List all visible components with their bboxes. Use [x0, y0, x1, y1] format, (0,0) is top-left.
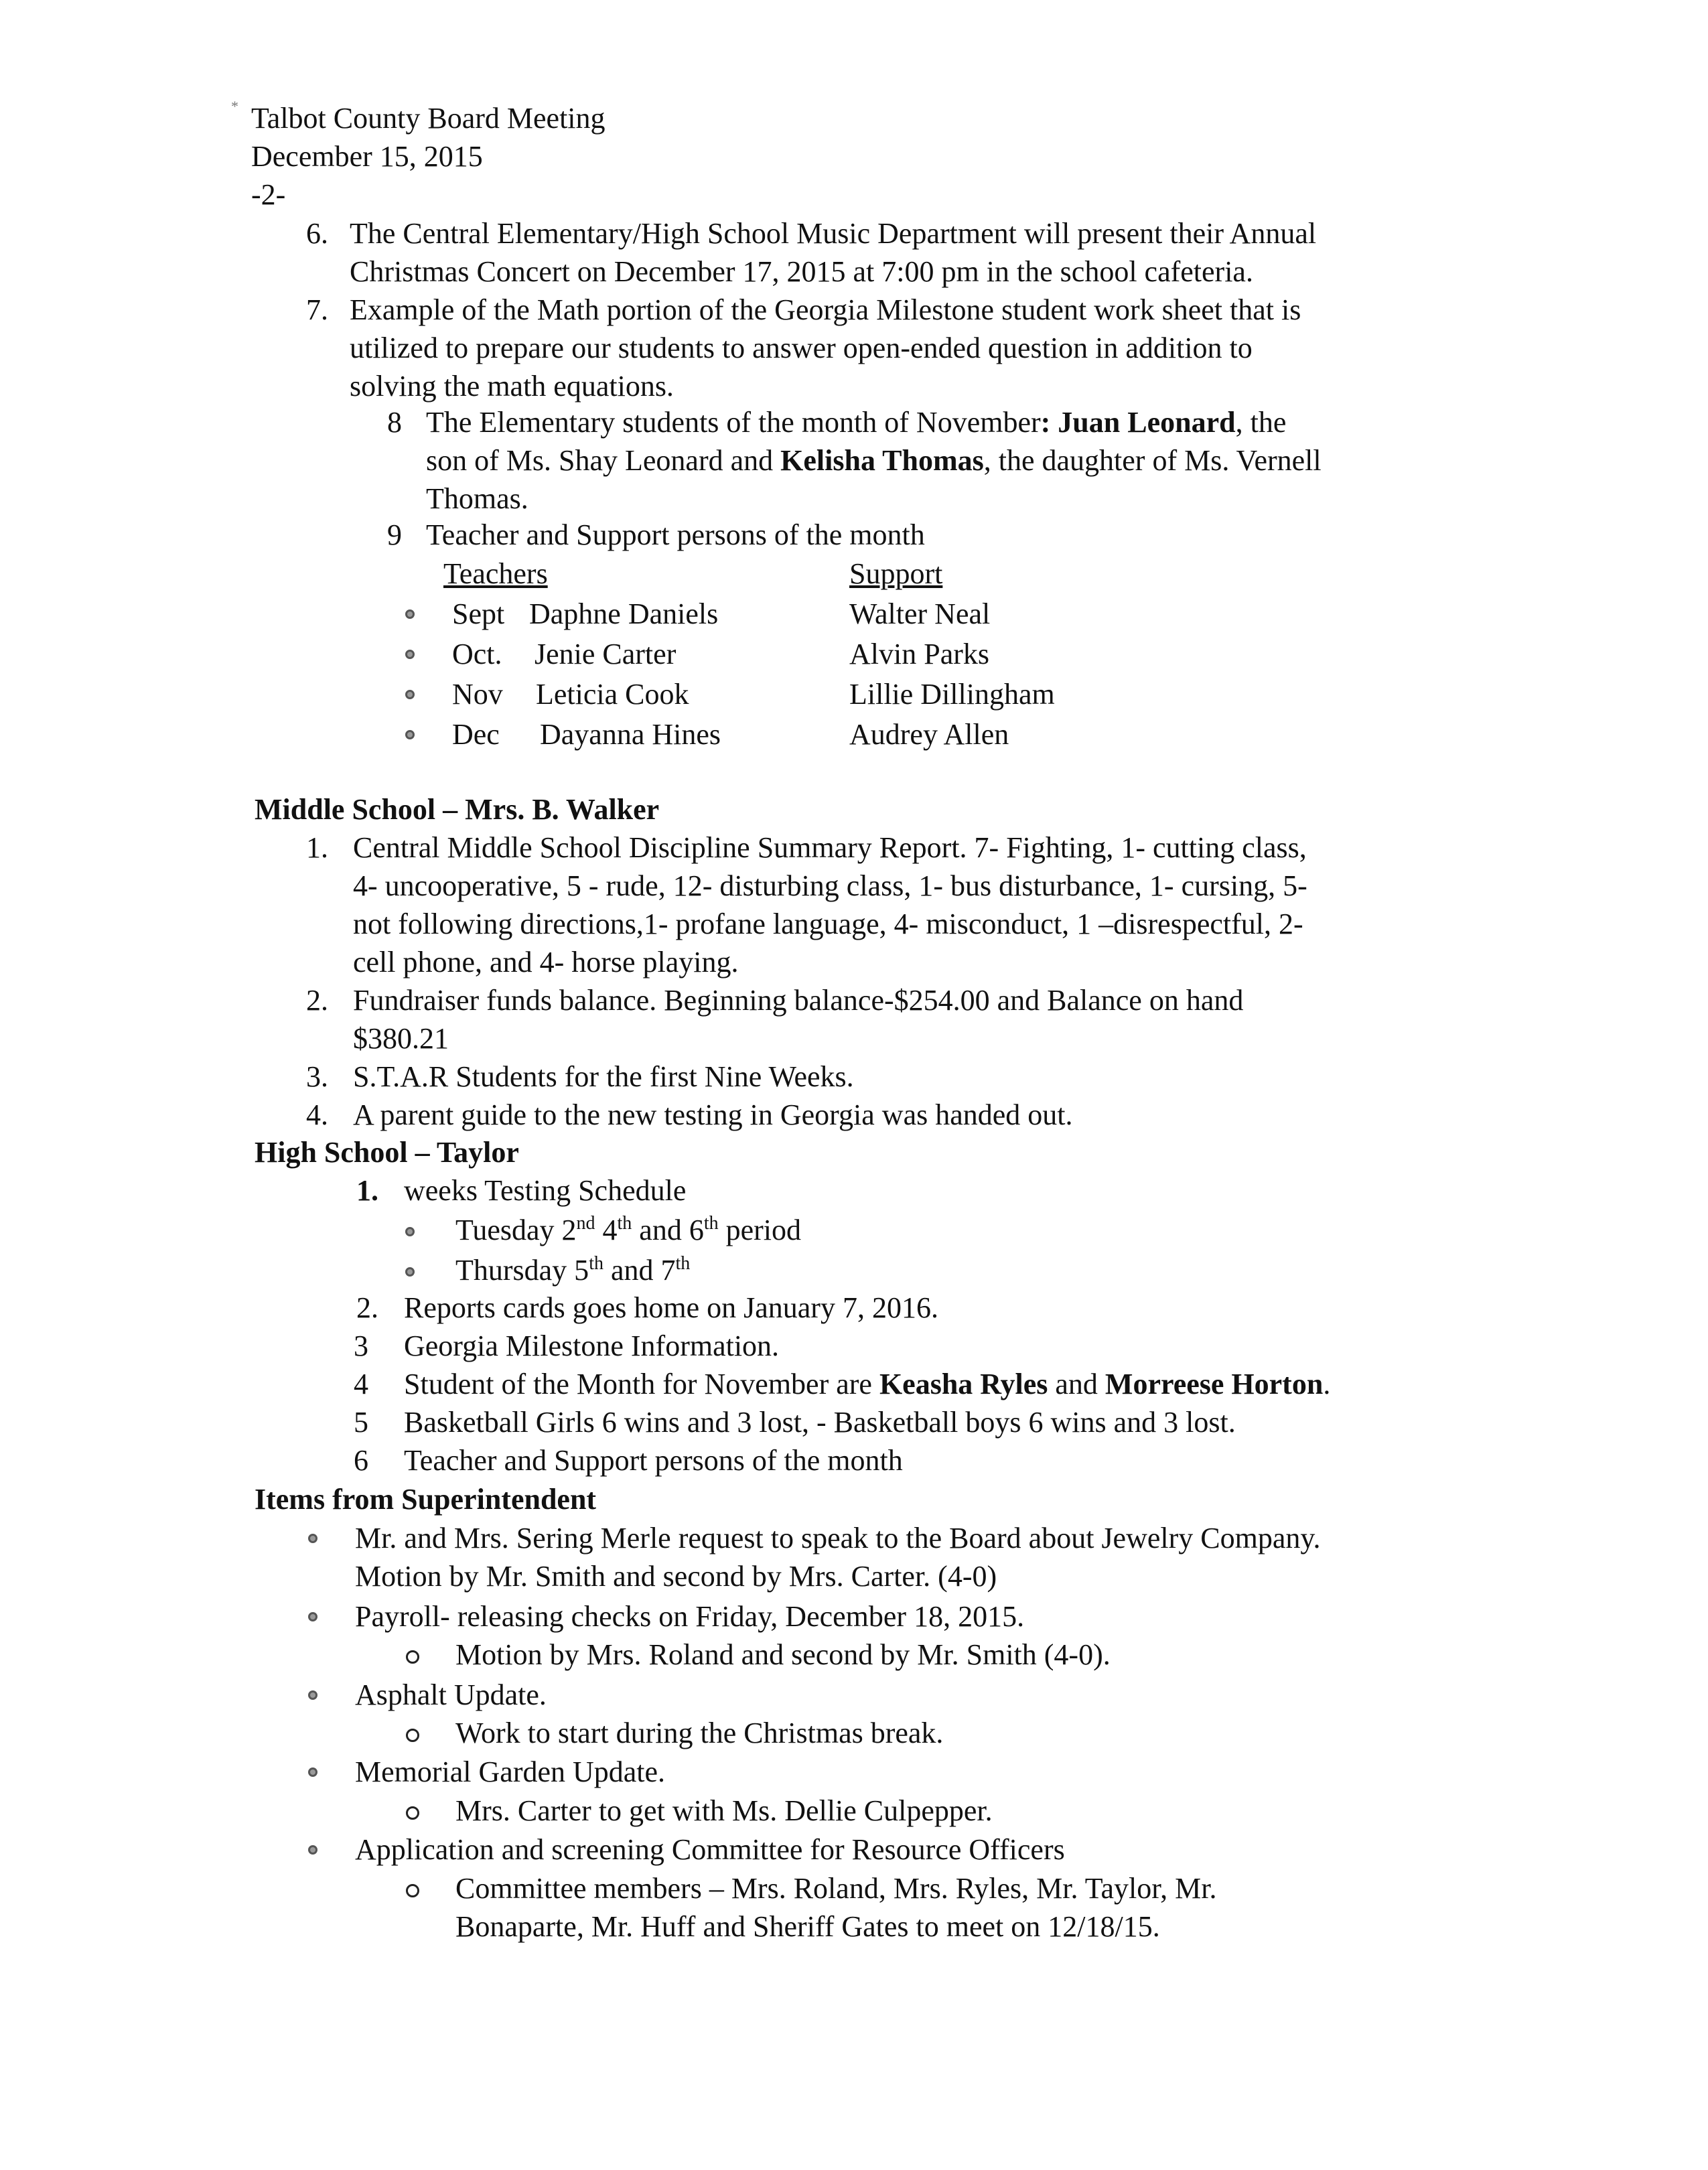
middle-school-item-2-cont: $380.21 [353, 1022, 449, 1055]
circle-bullet-icon [406, 1884, 419, 1897]
elementary-item-8-line1 [426, 403, 1447, 441]
superintendent-item-3 [0, 1676, 1541, 1714]
students-text: , the [1235, 406, 1287, 439]
item-text: Memorial Garden Update. [355, 1755, 666, 1788]
item-number: 2. [356, 1291, 378, 1324]
item-text: Teacher and Support persons of the month [404, 1444, 903, 1477]
item-number: 2. [306, 984, 328, 1017]
list-item [0, 675, 1139, 713]
meeting-title: Talbot County Board Meeting [251, 102, 606, 135]
schedule-text: Tuesday 2nd 4th and 6th period [455, 1213, 802, 1246]
student-name: Morreese Horton [1105, 1368, 1324, 1400]
schedule-text: Thursday 5th and 7th [455, 1253, 691, 1287]
colon: : [1040, 406, 1051, 439]
circle-bullet-icon [406, 1650, 419, 1664]
elementary-item-8-line2 [426, 441, 1447, 480]
month: Sept [452, 597, 505, 630]
bullet-icon [308, 1845, 317, 1855]
list-item [0, 635, 1139, 673]
testing-schedule-thursday [0, 1251, 938, 1289]
teacher-name: Dayanna Hines [540, 718, 721, 751]
middle-school-item-1-cont: not following directions,1- profane language, 4- misconduct, 1 –disrespectful, 2- [353, 908, 1303, 940]
superintendent-item-2 [0, 1597, 1541, 1636]
superintendent-item-1-cont: Motion by Mr. Smith and second by Mrs. Carter. (4-0) [355, 1560, 997, 1593]
item-text: Work to start during the Christmas break. [455, 1717, 944, 1749]
bullet-icon [308, 1767, 317, 1777]
committee-members-line1: Committee members – Mrs. Roland, Mrs. Ryles, Mr. Taylor, Mr. [455, 1872, 1217, 1905]
support-column-header: Support [849, 557, 943, 590]
item-number: 6. [306, 217, 328, 250]
item-text: Mrs. Carter to get with Ms. Dellie Culpepper. [455, 1794, 993, 1827]
bullet-icon [405, 730, 415, 739]
testing-schedule-tuesday [0, 1211, 938, 1249]
item-text: weeks Testing Schedule [404, 1174, 687, 1207]
middle-school-item-1-cont: cell phone, and 4- horse playing. [353, 946, 739, 979]
teacher-name: Daphne Daniels [529, 597, 719, 630]
superintendent-item-1 [0, 1519, 1541, 1557]
item-text: Asphalt Update. [355, 1678, 547, 1711]
bullet-icon [308, 1534, 317, 1543]
item-number: 4. [306, 1098, 328, 1131]
superintendent-item-5 [0, 1830, 1541, 1869]
item-number: 3. [306, 1060, 328, 1093]
support-name: Audrey Allen [849, 718, 1009, 751]
list-item [0, 595, 1139, 633]
elementary-item-8-line3: Thomas. [426, 482, 528, 515]
circle-bullet-icon [406, 1729, 419, 1742]
circle-bullet-icon [406, 1806, 419, 1820]
meeting-date: December 15, 2015 [251, 140, 483, 173]
scan-speck: * [231, 98, 238, 115]
teacher-name: Leticia Cook [536, 678, 689, 711]
students-text: The Elementary students of the month of November [426, 406, 1041, 439]
bullet-icon [405, 690, 415, 699]
item-number: 4 [354, 1368, 368, 1400]
item-number: 6 [354, 1444, 368, 1477]
student-name: Keasha Ryles [879, 1368, 1048, 1400]
bullet-icon [405, 1267, 415, 1277]
superintendent-item-4 [0, 1753, 1541, 1791]
item-text: Mr. and Mrs. Sering Merle request to speak to the Board about Jewelry Company. [355, 1522, 1321, 1554]
item-text: Central Middle School Discipline Summary Report. 7- Fighting, 1- cutting class, [353, 831, 1307, 864]
teacher-name: Jenie Carter [535, 638, 677, 670]
item-text: Reports cards goes home on January 7, 2016. [404, 1291, 938, 1324]
item-text: Application and screening Committee for Resource Officers [355, 1833, 1065, 1866]
item-text: Payroll- releasing checks on Friday, December 18, 2015. [355, 1600, 1025, 1633]
month: Dec [452, 718, 500, 751]
elementary-item-7-cont: utilized to prepare our students to answer open-ended question in addition to [350, 332, 1253, 364]
item-number: 1. [356, 1174, 378, 1207]
item-number: 1. [306, 831, 328, 864]
month: Oct. [452, 638, 502, 670]
item-text: Fundraiser funds balance. Beginning balance-$254.00 and Balance on hand [353, 984, 1244, 1017]
high-school-heading: High School – Taylor [255, 1136, 519, 1169]
bullet-icon [405, 609, 415, 619]
item-number: 5 [354, 1406, 368, 1439]
item-text: Teacher and Support persons of the month [426, 518, 925, 551]
item-number: 7. [306, 293, 328, 326]
superintendent-heading: Items from Superintendent [255, 1483, 597, 1516]
student-name: Juan Leonard [1058, 406, 1236, 439]
item-text: Basketball Girls 6 wins and 3 lost, - Basketball boys 6 wins and 3 lost. [404, 1406, 1236, 1439]
item-text: S.T.A.R Students for the first Nine Weeks. [353, 1060, 854, 1093]
item-text: Student of the Month for November are Keasha Ryles and Morreese Horton. [404, 1368, 1331, 1400]
support-name: Alvin Parks [849, 638, 989, 670]
bullet-icon [308, 1612, 317, 1621]
item-number: 8 [387, 406, 402, 439]
page-header [251, 99, 606, 214]
middle-school-heading: Middle School – Mrs. B. Walker [255, 793, 660, 826]
bullet-icon [405, 650, 415, 659]
teachers-column-header: Teachers [443, 557, 548, 590]
item-text: A parent guide to the new testing in Georgia was handed out. [353, 1098, 1073, 1131]
bullet-icon [308, 1690, 317, 1700]
month: Nov [452, 678, 503, 711]
bullet-icon [405, 1227, 415, 1236]
list-item [0, 715, 1139, 753]
item-text: The Central Elementary/High School Music Department will present their Annual [350, 217, 1317, 250]
item-number: 3 [354, 1329, 368, 1362]
superintendent-item-3-sub [0, 1714, 1541, 1752]
committee-members-line2: Bonaparte, Mr. Huff and Sheriff Gates to meet on 12/18/15. [455, 1910, 1160, 1943]
superintendent-item-4-sub [0, 1792, 1541, 1830]
support-name: Walter Neal [849, 597, 991, 630]
students-text: son of Ms. Shay Leonard and [426, 444, 774, 477]
item-text: Georgia Milestone Information. [404, 1329, 780, 1362]
item-number: 9 [387, 518, 402, 551]
item-text: Motion by Mrs. Roland and second by Mr. Smith (4-0). [455, 1638, 1111, 1671]
middle-school-item-1-cont: 4- uncooperative, 5 - rude, 12- disturbing class, 1- bus disturbance, 1- cursing, 5- [353, 869, 1307, 902]
elementary-item-6-cont: Christmas Concert on December 17, 2015 at 7:00 pm in the school cafeteria. [350, 255, 1253, 288]
page-number: -2- [251, 178, 286, 211]
students-text: , the daughter of Ms. Vernell [983, 444, 1322, 477]
support-name: Lillie Dillingham [849, 678, 1055, 711]
student-name: Kelisha Thomas [780, 444, 984, 477]
superintendent-item-2-sub [0, 1636, 1541, 1674]
item-text: Example of the Math portion of the Georgia Milestone student work sheet that is [350, 293, 1301, 326]
elementary-item-7-cont: solving the math equations. [350, 370, 674, 403]
